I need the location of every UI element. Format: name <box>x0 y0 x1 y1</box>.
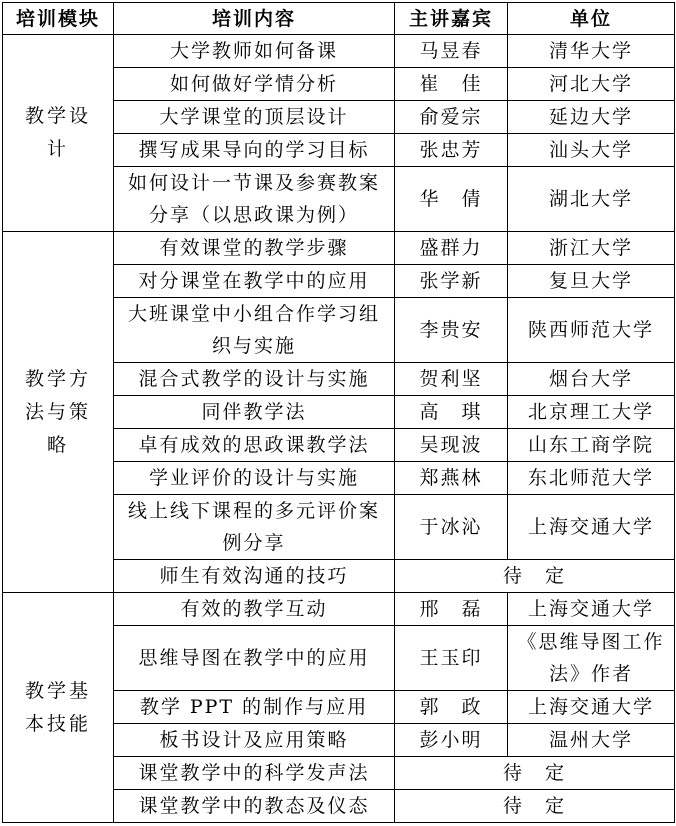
topic-cell: 对分课堂在教学中的应用 <box>114 265 395 298</box>
module-cell: 教学方法与策略 <box>3 232 114 593</box>
topic-cell: 卓有成效的思政课教学法 <box>114 429 395 462</box>
speaker-cell: 盛群力 <box>395 232 508 265</box>
topic-cell: 板书设计及应用策略 <box>114 724 395 757</box>
topic-cell: 大学课堂的顶层设计 <box>114 101 395 134</box>
tbd-cell: 待 定 <box>395 757 675 790</box>
unit-cell: 陕西师范大学 <box>508 298 675 363</box>
unit-cell: 上海交通大学 <box>508 691 675 724</box>
table-row <box>3 593 675 626</box>
module-cell: 教学基本技能 <box>3 593 114 823</box>
speaker-cell: 张学新 <box>395 265 508 298</box>
speaker-cell: 邢 磊 <box>395 593 508 626</box>
header-unit: 单位 <box>508 3 675 35</box>
topic-cell: 教学 PPT 的制作与应用 <box>114 691 395 724</box>
header-speaker: 主讲嘉宾 <box>395 3 508 35</box>
unit-cell: 上海交通大学 <box>508 495 675 560</box>
header-module: 培训模块 <box>3 3 114 35</box>
unit-cell: 《思维导图工作法》作者 <box>508 626 675 691</box>
topic-cell: 课堂教学中的教态及仪态 <box>114 790 395 823</box>
speaker-cell: 崔 佳 <box>395 68 508 101</box>
topic-cell: 学业评价的设计与实施 <box>114 462 395 495</box>
topic-cell: 有效的教学互动 <box>114 593 395 626</box>
unit-cell: 复旦大学 <box>508 265 675 298</box>
unit-cell: 汕头大学 <box>508 134 675 167</box>
unit-cell: 浙江大学 <box>508 232 675 265</box>
unit-cell: 清华大学 <box>508 35 675 68</box>
topic-cell: 大学教师如何备课 <box>114 35 395 68</box>
topic-cell: 混合式教学的设计与实施 <box>114 363 395 396</box>
speaker-cell: 彭小明 <box>395 724 508 757</box>
speaker-cell: 马昱春 <box>395 35 508 68</box>
topic-cell: 大班课堂中小组合作学习组织与实施 <box>114 298 395 363</box>
topic-cell: 如何做好学情分析 <box>114 68 395 101</box>
speaker-cell: 高 琪 <box>395 396 508 429</box>
table-row <box>3 232 675 265</box>
header-row <box>3 3 675 35</box>
unit-cell: 延边大学 <box>508 101 675 134</box>
unit-cell: 烟台大学 <box>508 363 675 396</box>
unit-cell: 东北师范大学 <box>508 462 675 495</box>
unit-cell: 北京理工大学 <box>508 396 675 429</box>
unit-cell: 山东工商学院 <box>508 429 675 462</box>
unit-cell: 上海交通大学 <box>508 593 675 626</box>
speaker-cell: 王玉印 <box>395 626 508 691</box>
unit-cell: 湖北大学 <box>508 167 675 232</box>
speaker-cell: 俞爱宗 <box>395 101 508 134</box>
header-content: 培训内容 <box>114 3 395 35</box>
table-row <box>3 35 675 68</box>
topic-cell: 师生有效沟通的技巧 <box>114 560 395 593</box>
topic-cell: 撰写成果导向的学习目标 <box>114 134 395 167</box>
speaker-cell: 张忠芳 <box>395 134 508 167</box>
training-schedule-table <box>2 2 675 823</box>
speaker-cell: 李贵安 <box>395 298 508 363</box>
topic-cell: 思维导图在教学中的应用 <box>114 626 395 691</box>
speaker-cell: 吴现波 <box>395 429 508 462</box>
topic-cell: 有效课堂的教学步骤 <box>114 232 395 265</box>
unit-cell: 河北大学 <box>508 68 675 101</box>
topic-cell: 如何设计一节课及参赛教案分享（以思政课为例） <box>114 167 395 232</box>
speaker-cell: 于冰沁 <box>395 495 508 560</box>
topic-cell: 线上线下课程的多元评价案例分享 <box>114 495 395 560</box>
unit-cell: 温州大学 <box>508 724 675 757</box>
topic-cell: 课堂教学中的科学发声法 <box>114 757 395 790</box>
speaker-cell: 郑燕林 <box>395 462 508 495</box>
tbd-cell: 待 定 <box>395 790 675 823</box>
speaker-cell: 郭 政 <box>395 691 508 724</box>
speaker-cell: 华 倩 <box>395 167 508 232</box>
speaker-cell: 贺利坚 <box>395 363 508 396</box>
tbd-cell: 待 定 <box>395 560 675 593</box>
topic-cell: 同伴教学法 <box>114 396 395 429</box>
module-cell: 教学设计 <box>3 35 114 232</box>
